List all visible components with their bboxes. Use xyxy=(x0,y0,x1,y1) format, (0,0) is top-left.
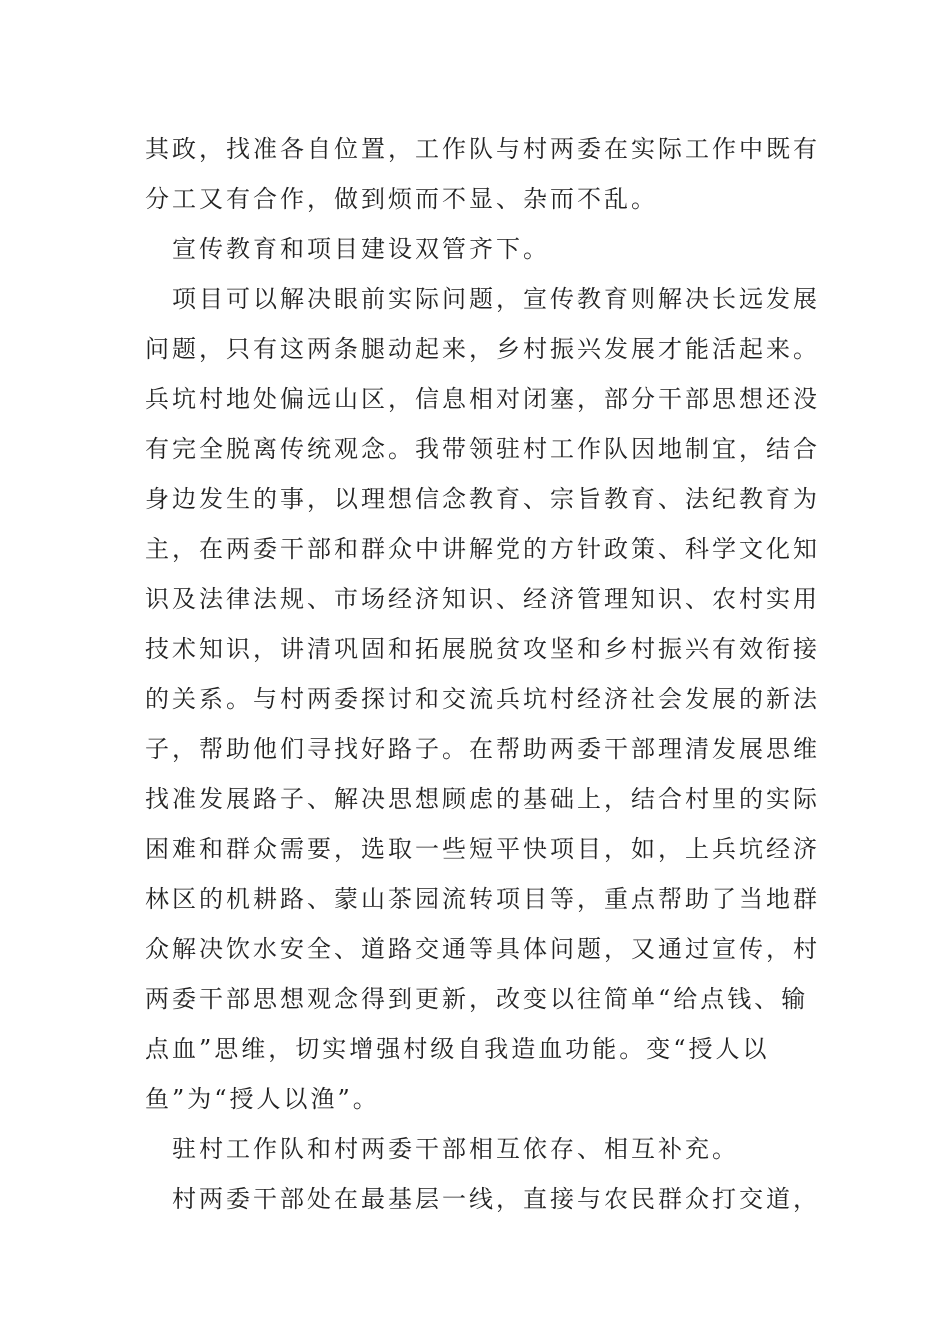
text-line: 村两委干部处在最基层一线，直接与农民群众打交道， xyxy=(172,1185,820,1213)
text-line: 项目可以解决眼前实际问题，宣传教育则解决长远发展 xyxy=(172,285,820,313)
text-line: 找准发展路子、解决思想顾虑的基础上，结合村里的实际 xyxy=(145,785,820,813)
text-line: 其政，找准各自位置，工作队与村两委在实际工作中既有 xyxy=(145,135,820,163)
text-line: 问题，只有这两条腿动起来，乡村振兴发展才能活起来。 xyxy=(145,335,820,363)
text-line: 众解决饮水安全、道路交通等具体问题，又通过宣传，村 xyxy=(145,935,820,963)
text-line: 的关系。与村两委探讨和交流兵坑村经济社会发展的新法 xyxy=(145,685,820,713)
text-line: 鱼”为“授人以渔”。 xyxy=(145,1085,380,1113)
section-heading: 驻村工作队和村两委干部相互依存、相互补充。 xyxy=(172,1135,739,1163)
text-line: 识及法律法规、市场经济知识、经济管理知识、农村实用 xyxy=(145,585,820,613)
text-line: 技术知识，讲清巩固和拓展脱贫攻坚和乡村振兴有效衔接 xyxy=(145,635,820,663)
text-line: 身边发生的事，以理想信念教育、宗旨教育、法纪教育为 xyxy=(145,485,820,513)
text-line: 困难和群众需要，选取一些短平快项目，如，上兵坑经济 xyxy=(145,835,820,863)
section-heading: 宣传教育和项目建设双管齐下。 xyxy=(172,235,550,263)
text-line: 兵坑村地处偏远山区，信息相对闭塞，部分干部思想还没 xyxy=(145,385,820,413)
text-line: 分工又有合作，做到烦而不显、杂而不乱。 xyxy=(145,185,658,213)
text-line: 点血”思维，切实增强村级自我造血功能。变“授人以 xyxy=(145,1035,770,1063)
text-line: 主，在两委干部和群众中讲解党的方针政策、科学文化知 xyxy=(145,535,820,563)
text-line: 有完全脱离传统观念。我带领驻村工作队因地制宜，结合 xyxy=(145,435,820,463)
text-line: 两委干部思想观念得到更新，改变以往简单“给点钱、输 xyxy=(145,985,809,1013)
text-line: 子，帮助他们寻找好路子。在帮助两委干部理清发展思维 xyxy=(145,735,820,763)
text-line: 林区的机耕路、蒙山茶园流转项目等，重点帮助了当地群 xyxy=(145,885,820,913)
